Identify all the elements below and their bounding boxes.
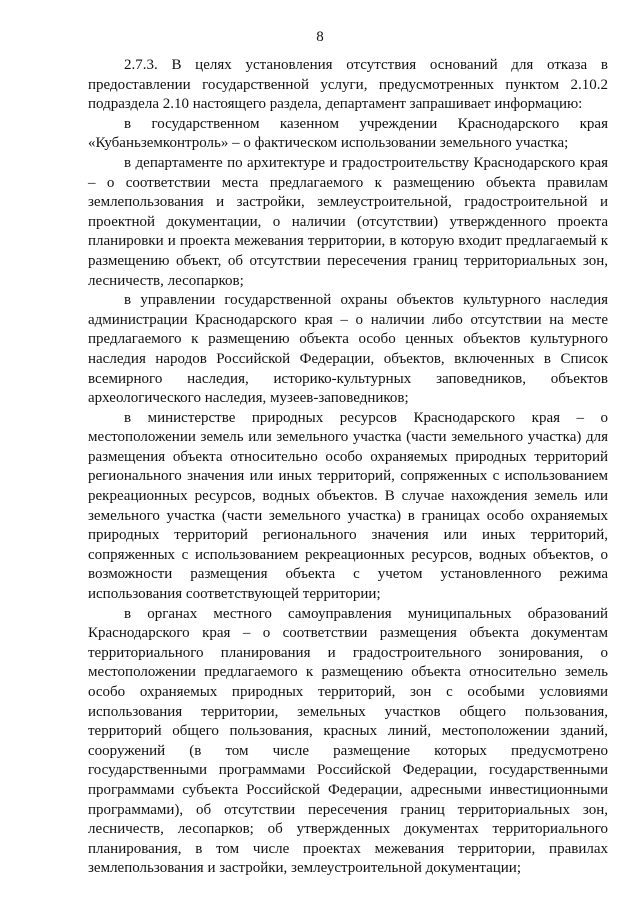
page-number: 8: [316, 29, 324, 45]
paragraph-kubanzemkontrol: в государственном казенном учреждении Краснодарского края «Кубаньземконтроль» – о фактическом использовании земельного участка;: [88, 115, 608, 152]
document-body: [88, 56, 608, 879]
paragraph-architecture-department: в департаменте по архитектуре и градостроительству Краснодарского края – о соответствии места предлагаемого к размещению объекта правилам землепользования и застройки, землеустроительной, градостроительной и проектной документации, о наличии (отсутствии) утвержденного проекта планировки и проекта межевания территории, в которую входит предлагаемый к размещению объект, об отсутствии пересечения границ территориальных зон, лесничеств, лесопарков;: [88, 154, 608, 289]
paragraph-clause-2-7-3: 2.7.3. В целях установления отсутствия оснований для отказа в предоставлении государственной услуги, предусмотренных пунктом 2.10.2 подраздела 2.10 настоящего раздела, департамент запрашивает информацию:: [88, 57, 608, 113]
paragraph-cultural-heritage: в управлении государственной охраны объектов культурного наследия администрации Краснодарского края – о наличии либо отсутствии на месте предлагаемого к размещению объекта особо ценных объектов культурного наследия народов Российской Федерации, объектов, включенных в Список всемирного наследия, историко-культурных заповедников, объектов археологического наследия, музеев-заповедников;: [88, 292, 608, 407]
paragraph-natural-resources: в министерстве природных ресурсов Краснодарского края – о местоположении земель или земельного участка (части земельного участка) для размещения объекта относительно особо охраняемых природных территорий регионального значения или иных территорий, сопряженных с использованием рекреационных ресурсов, водных объектов. В случае нахождения земель или земельного участка (части земельного участка) в границах особо охраняемых природных территорий регионального значения или иных территорий, сопряженных с использованием рекреационных ресурсов, водных объектов, о возможности размещения объекта с учетом установленного режима использования соответствующей территории;: [88, 409, 608, 603]
paragraph-local-government: в органах местного самоуправления муниципальных образований Краснодарского края – о соответствии размещения объекта документам территориального планирования и градостроительного зонирования, о местоположении предлагаемого к размещению объекта относительно земель особо охраняемых природных территорий, зон с особыми условиями использования территории, земельных участков общего пользования, территорий общего пользования, красных линий, местоположении зданий, сооружений (в том числе размещение которых предусмотрено государственными программами Российской Федерации, государственными программами субъекта Российской Федерации, адресными инвестиционными программами), об отсутствии пересечения границ территориальных зон, лесничеств, лесопарков; об утвержденных документах территориального планирования, в том числе проектах межевания территории, правилах землепользования и застройки, землеустроительной документации;: [88, 605, 608, 877]
